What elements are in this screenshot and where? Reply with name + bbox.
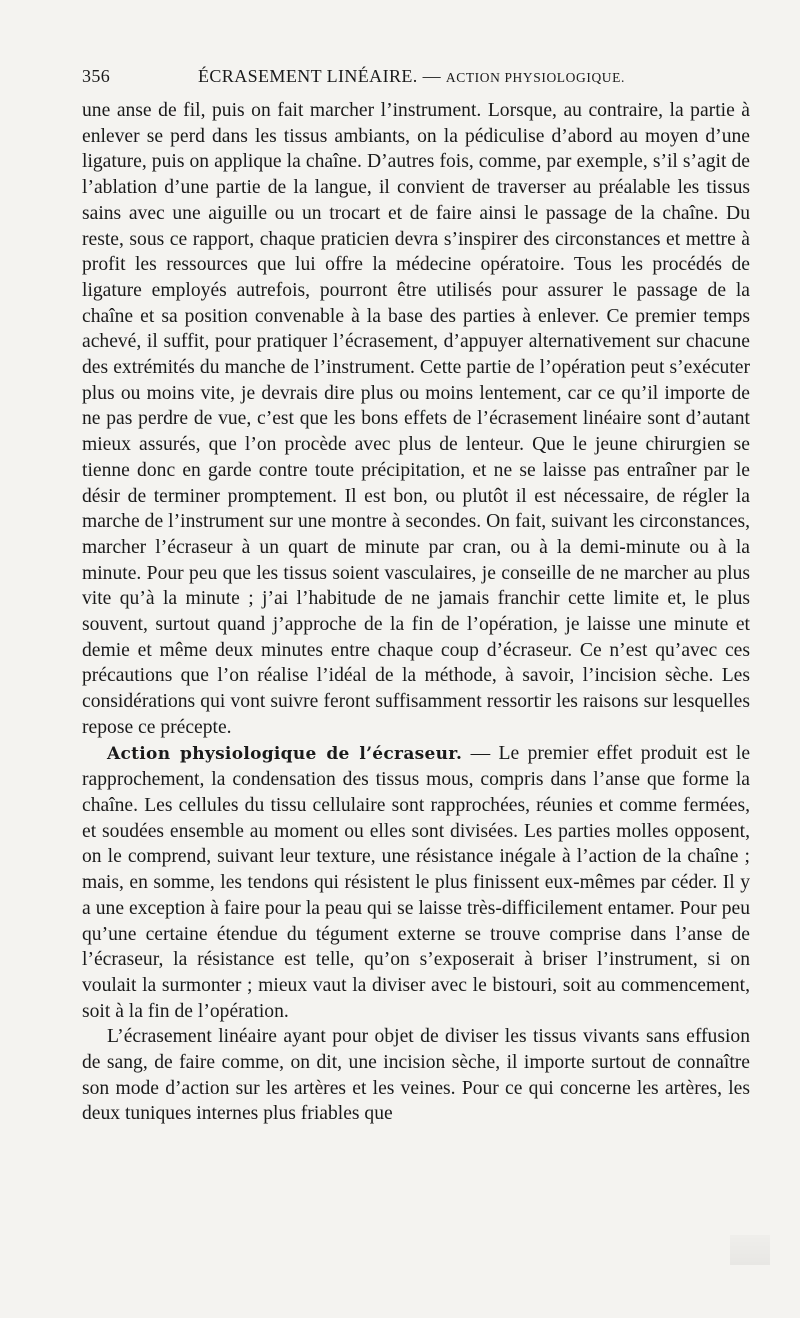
paragraph-continuation: une anse de fil, puis on fait marcher l’instrument. Lorsque, au contraire, la partie à enlever se perd dans les tissus ambiants, on la pédiculise d’abord au moyen d’une ligature, puis on applique la chaîne. D’autres fois, comme, par exemple, s’il s’agit de l’ablation d’une partie de la langue, il convient de traverser au préalable les tissus sains avec une aiguille ou un trocart et de faire ainsi le passage de la chaîne. Du reste, sous ce rapport, chaque praticien devra s’inspirer des circonstances et mettre à profit les ressources que lui offre la médecine opératoire. Tous les procédés de ligature employés autrefois, pourront être utilisés pour assurer le passage de la chaîne et sa position convenable à la base des parties à enlever. Ce premier temps achevé, il suffit, pour pratiquer l’écrasement, d’appuyer alternativement sur chacune des extrémités du manche de l’instrument. Cette partie de l’opération peut s’exécuter plus ou moins vite, je devrais dire plus ou moins lentement, car ce qu’il importe de ne pas perdre de vue, c’est que les bons effets de l’écrasement linéaire sont d’autant mieux assurés, que l’on procède avec plus de lenteur. Que le jeune chirurgien se tienne donc en garde contre toute précipitation, et ne se laisse pas entraîner par le désir de terminer promptement. Il est bon, ou plutôt il est nécessaire, de régler la marche de l’instrument sur une montre à secondes. On fait, suivant les circonstances, marcher l’écraseur à un quart de minute par cran, ou à la demi-minute ou à la minute. Pour peu que les tissus soient vasculaires, je conseille de ne marcher au plus vite qu’à la minute ; j’ai l’habitude de ne jamais franchir cette limite et, le plus souvent, surtout quand j’approche de la fin de l’opération, je laisse une minute et demie et même deux minutes entre chaque coup d’écraseur. Ce n’est qu’avec ces précautions que l’on réalise l’idéal de la méthode, à savoir, l’incision sèche. Les considérations qui vont suivre feront suffisamment ressortir les raisons sur lesquelles repose ce précepte. xyxy=(82,100,750,738)
paper-stain xyxy=(730,1235,770,1265)
running-title xyxy=(198,64,625,91)
running-title-separator: — xyxy=(417,66,446,86)
running-title-subtitle: ACTION PHYSIOLOGIQUE. xyxy=(445,70,625,85)
page-number: 356 xyxy=(82,66,111,86)
paragraph-ecrasement-lineaire: L’écrasement linéaire ayant pour objet de diviser les tissus vivants sans effusion de sang, de faire comme, on dit, une incision sèche, il importe surtout de connaître son mode d’action sur les artères et les veines. Pour ce qui concerne les artères, les deux tuniques internes plus friables que xyxy=(82,1026,750,1125)
running-title-main: ÉCRASEMENT LINÉAIRE. xyxy=(198,66,418,86)
heading-dash: — xyxy=(462,742,499,764)
running-header xyxy=(82,64,750,92)
paragraph-action-physiologique xyxy=(82,741,750,1025)
body-text xyxy=(82,98,750,1127)
section-heading: Action physiologique de l’écraseur. xyxy=(107,743,463,764)
page-content xyxy=(82,64,750,1127)
paragraph-body: Le premier effet produit est le rapprochement, la condensation des tissus mous, compris dans l’anse que forme la chaîne. Les cellules du tissu cellulaire sont rapprochées, réunies et comme fermées, et soudées ensemble au moment ou elles sont divisées. Les parties molles opposent, on le comprend, suivant leur texture, une résistance inégale à l’action de la chaîne ; mais, en somme, les tendons qui résistent le plus finissent eux-mêmes par céder. Il y a une exception à faire pour la peau qui se laisse très-difficilement entamer. Pour peu qu’une certaine étendue du tégument externe se trouve comprise dans l’anse de l’écraseur, la résistance est telle, qu’on s’exposerait à briser l’instrument, si on voulait la surmonter ; mieux vaut la diviser avec le bistouri, soit au commencement, soit à la fin de l’opération. xyxy=(82,742,751,1022)
